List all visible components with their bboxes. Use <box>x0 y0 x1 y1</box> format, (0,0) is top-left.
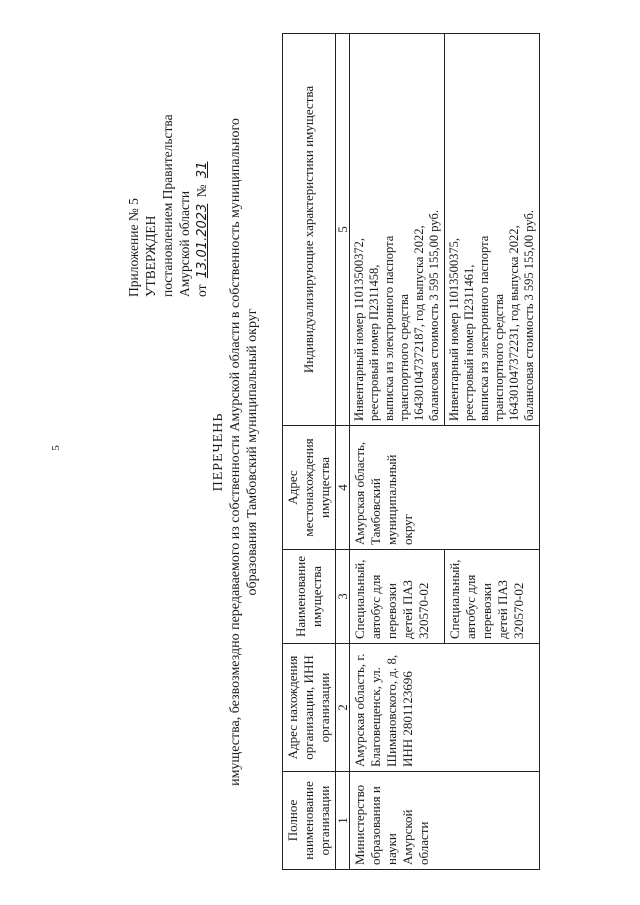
characteristics-line: транспортного средства <box>492 293 506 421</box>
column-number: 4 <box>336 426 350 550</box>
characteristics-line: реестровый номер П2311458, <box>367 264 381 421</box>
property-table <box>282 33 540 870</box>
org-name-cell: Министерство образования и науки Амурской области <box>350 772 540 870</box>
characteristics-cell <box>445 34 540 426</box>
characteristics-line: Инвентарный номер 11013500372, <box>352 237 366 421</box>
approved-label: УТВЕРЖДЕН <box>143 215 158 297</box>
header-characteristics: Индивидуализирующие характеристики имущества <box>283 34 336 426</box>
appendix-label: Приложение № 5 <box>126 198 141 297</box>
table-row <box>350 34 445 870</box>
region-label: Амурской области <box>177 190 192 297</box>
characteristics-line: транспортного средства <box>397 293 411 421</box>
date-prefix: от <box>194 284 209 297</box>
page-number: 5 <box>50 445 62 451</box>
resolution-label: постановлением Правительства <box>160 114 175 297</box>
characteristics-line: балансовая стоимость 3 595 155,00 руб. <box>522 210 536 421</box>
column-number-row <box>336 34 350 870</box>
characteristics-line: 164301047372187, год выпуска 2022, <box>412 225 426 421</box>
rotated-page-content <box>20 22 620 882</box>
title-line-2: образования Тамбовский муниципальный округ <box>245 308 260 596</box>
characteristics-cell <box>350 34 445 426</box>
column-number: 1 <box>336 772 350 870</box>
handwritten-number: 31 <box>195 161 210 179</box>
characteristics-line: выписка из электронного паспорта <box>382 235 396 421</box>
column-number: 3 <box>336 550 350 644</box>
property-name-cell: Специальный, автобус для перевозки детей ПАЗ 320570-02 <box>350 550 445 644</box>
approval-stamp <box>125 114 211 297</box>
characteristics-line: 164301047372231, год выпуска 2022, <box>507 225 521 421</box>
column-number: 2 <box>336 644 350 772</box>
characteristics-line: балансовая стоимость 3 595 155,00 руб. <box>427 210 441 421</box>
number-sign: № <box>194 184 209 198</box>
handwritten-date: 13.01.2023 <box>195 203 210 279</box>
org-address-cell: Амурская область, г. Благовещенск, ул. Шимановского, д. 8, ИНН 2801123696 <box>350 644 540 772</box>
document-title <box>210 22 261 882</box>
header-org-name: Полное наименование организации <box>283 772 336 870</box>
characteristics-line: выписка из электронного паспорта <box>477 235 491 421</box>
header-row <box>283 34 336 870</box>
characteristics-line: реестровый номер П2311461, <box>462 264 476 421</box>
header-org-address: Адрес нахождения организации, ИНН организации <box>283 644 336 772</box>
characteristics-line: Инвентарный номер 11013500375, <box>447 237 461 421</box>
header-property-name: Наименование имущества <box>283 550 336 644</box>
title-heading: ПЕРЕЧЕНЬ <box>211 412 226 492</box>
property-name-cell: Специальный, автобус для перевозки детей ПАЗ 320570-02 <box>445 550 540 644</box>
property-address-cell: Амурская область, Тамбовский муниципальный округ <box>350 426 540 550</box>
title-line-1: имущества, безвозмездно передаваемого из собственности Амурской области в собственность муниципального <box>228 118 243 786</box>
column-number: 5 <box>336 34 350 426</box>
header-property-address: Адрес местонахождения имущества <box>283 426 336 550</box>
date-number-line <box>193 114 211 297</box>
